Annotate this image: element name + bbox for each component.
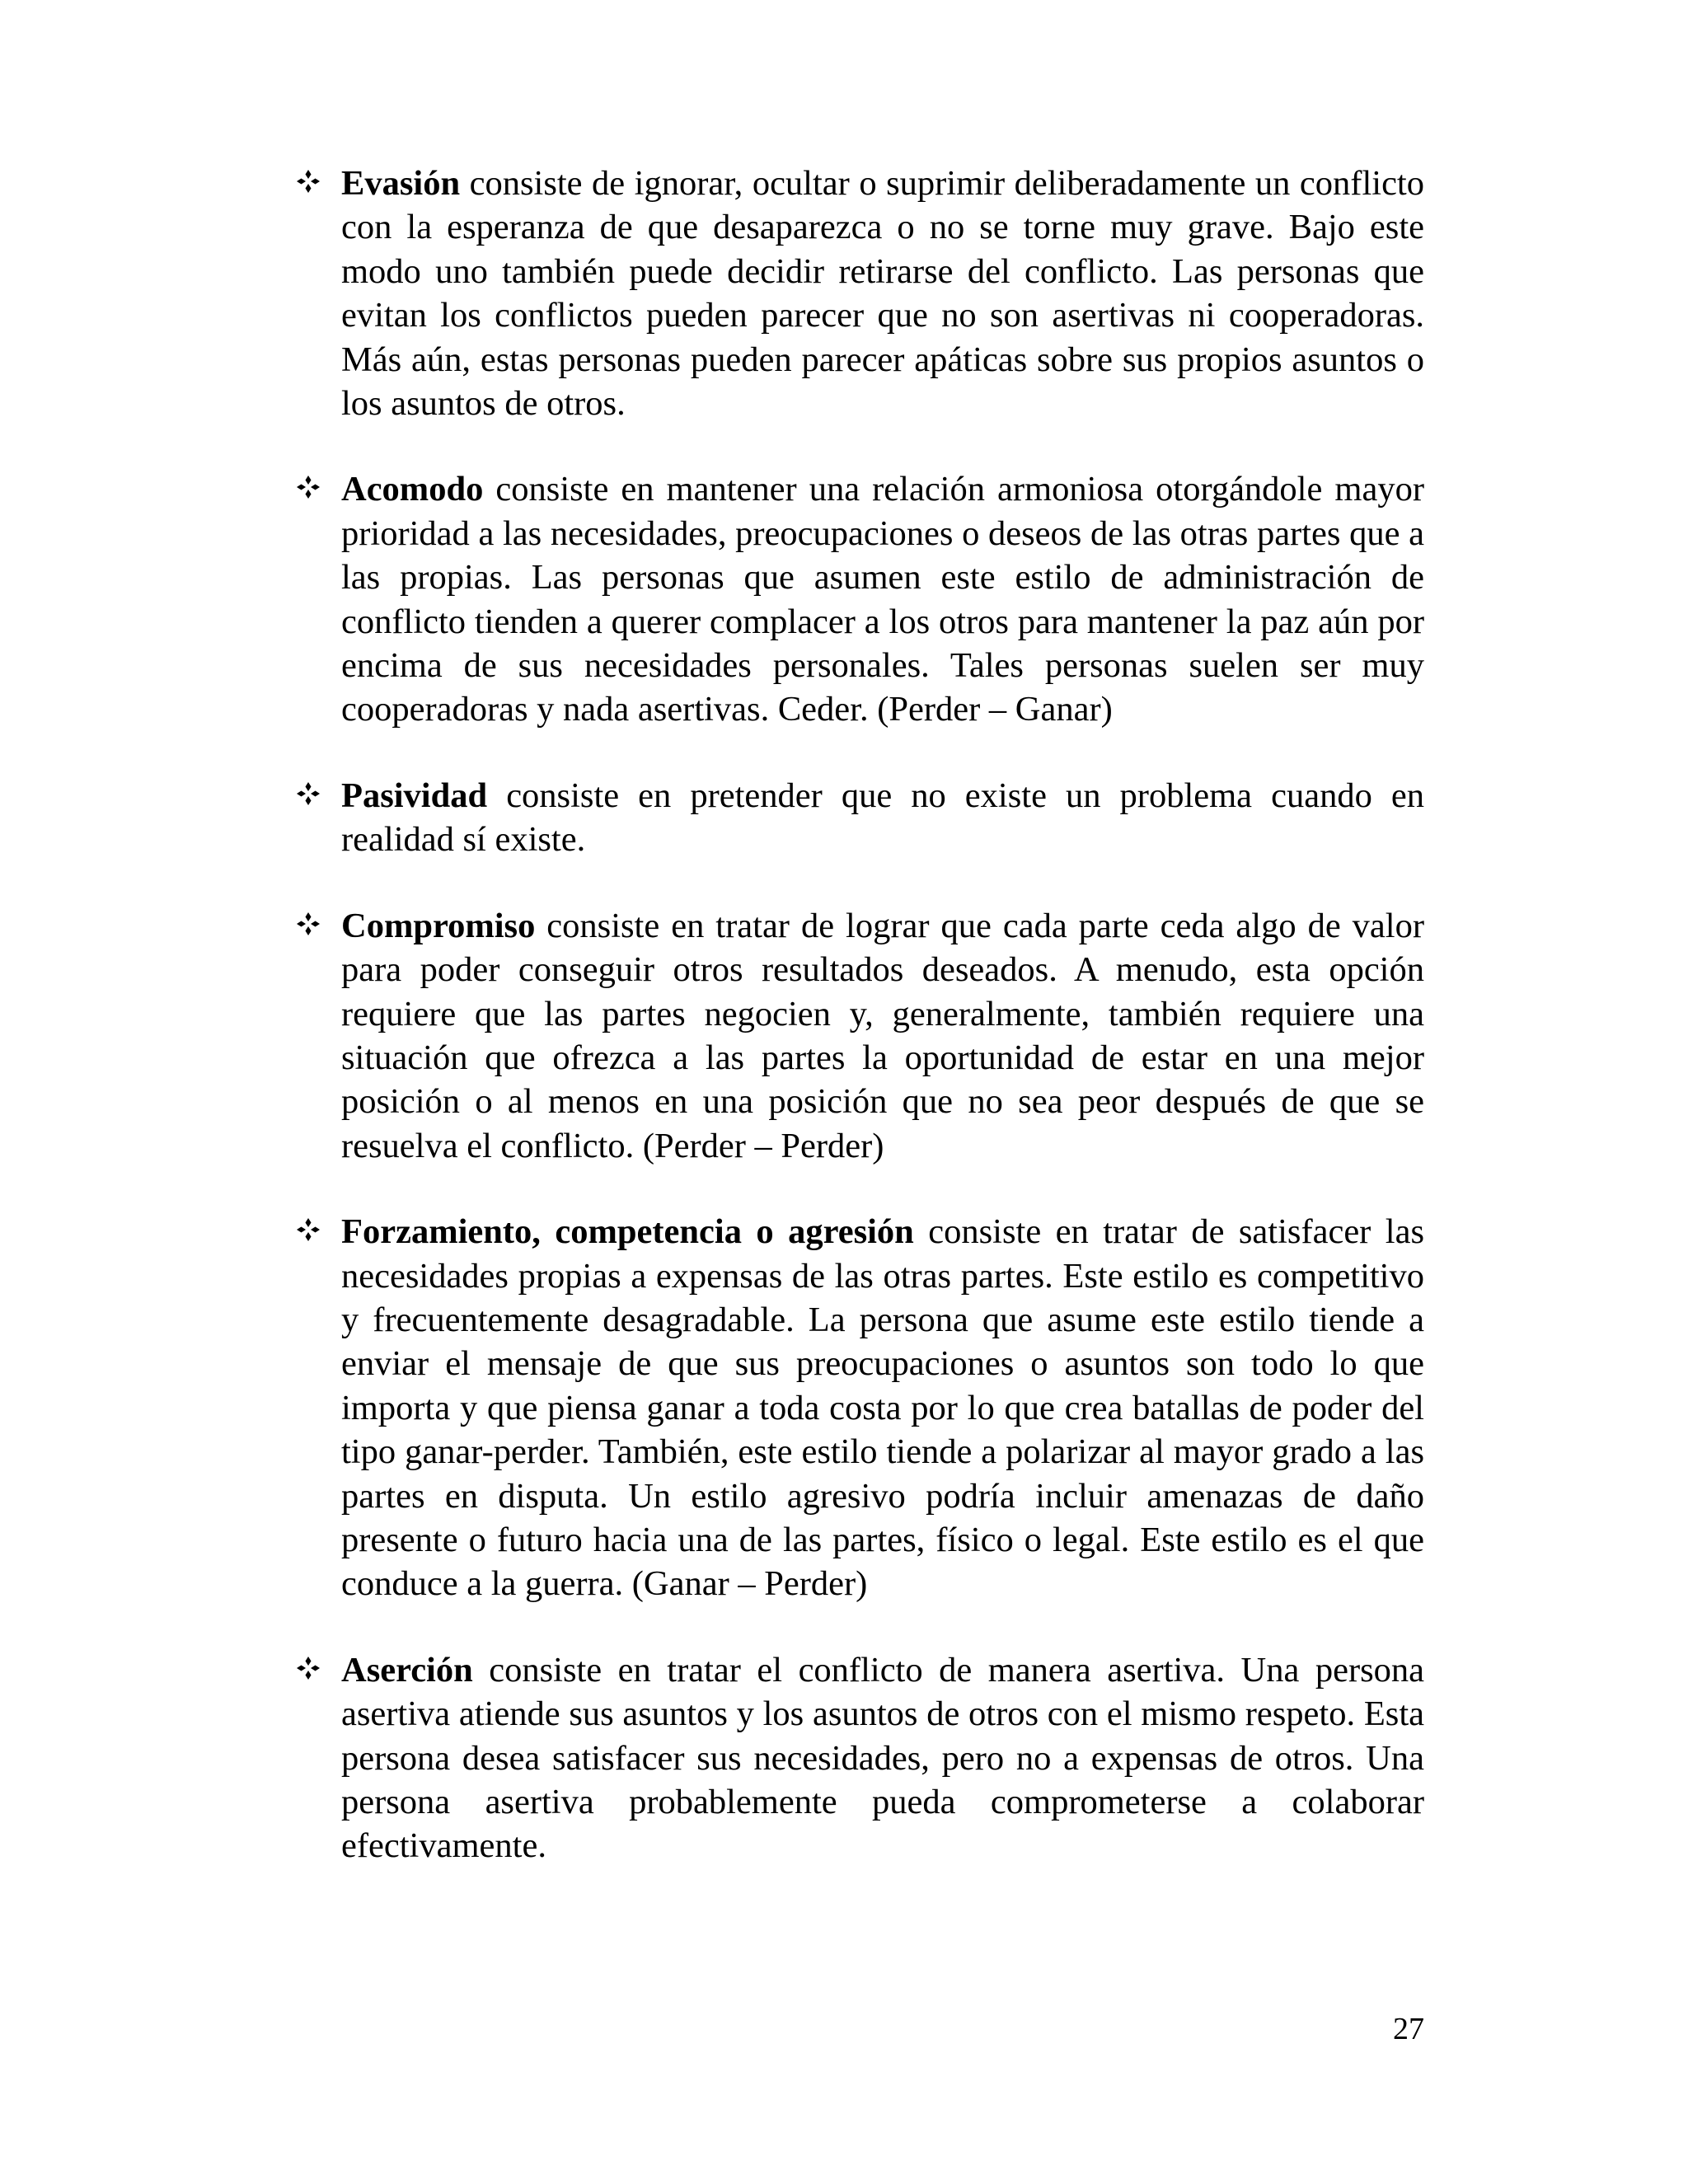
definition-text: consiste en tratar de lograr que cada parte ceda algo de valor para poder conseguir otros resultados deseados. A menudo, esta opción requiere que las partes negocien y, generalmente, también requiere una situación que ofrezca a las partes la oportunidad de estar en una mejor posición o al menos en una posición que no sea peor después de que se resuelva el conflicto. (Perder – Perder) <box>341 906 1424 1165</box>
diamond-bullet-icon <box>297 1657 320 1680</box>
definition-text: consiste en mantener una relación armoniosa otorgándole mayor prioridad a las necesidades, preocupaciones o deseos de las otras partes que a las propias. Las personas que asumen este estilo de administración de conflicto tienden a querer complacer a los otros para mantener la paz aún por encima de sus necesidades personales. Tales personas suelen ser muy cooperadoras y nada asertivas. Ceder. (Perder – Ganar) <box>341 470 1424 729</box>
list-item <box>297 1210 1424 1606</box>
conflict-styles-list <box>297 162 1424 1910</box>
definition-text: consiste en tratar de satisfacer las necesidades propias a expensas de las otras partes. Este estilo es competitivo y frecuentemente desagradable. La persona que asume este estilo tiende a enviar el mensaje de que sus preocupaciones o asuntos son todo lo que importa y que piensa ganar a toda costa por lo que crea batallas de poder del tipo ganar-perder. También, este estilo tiende a polarizar al mayor grado a las partes en disputa. Un estilo agresivo podría incluir amenazas de daño presente o futuro hacia una de las partes, físico o legal. Este estilo es el que conduce a la guerra. (Ganar – Perder) <box>341 1212 1424 1604</box>
diamond-bullet-icon <box>297 1218 320 1241</box>
term-label: Acomodo <box>341 470 484 509</box>
diamond-bullet-icon <box>297 782 320 805</box>
term-label: Evasión <box>341 164 461 203</box>
definition-text: consiste en pretender que no existe un problema cuando en realidad sí existe. <box>341 776 1424 860</box>
definition-text: consiste de ignorar, ocultar o suprimir deliberadamente un conflicto con la esperanza de que desaparezca o no se torne muy grave. Bajo este modo uno también puede decidir retirarse del conflicto. Las personas que evitan los conflictos pueden parecer que no son asertivas ni cooperadoras. Más aún, estas personas pueden parecer apáticas sobre sus propios asuntos o los asuntos de otros. <box>341 164 1424 424</box>
diamond-bullet-icon <box>297 912 320 935</box>
list-item <box>297 1648 1424 1868</box>
list-item <box>297 904 1424 1168</box>
term-label: Aserción <box>341 1650 473 1690</box>
list-item <box>297 467 1424 731</box>
page-number: 27 <box>1393 2012 1424 2046</box>
list-item <box>297 162 1424 425</box>
diamond-bullet-icon <box>297 476 320 499</box>
term-label: Compromiso <box>341 906 536 945</box>
list-item <box>297 774 1424 862</box>
term-label: Pasividad <box>341 776 488 815</box>
term-label: Forzamiento, competencia o agresión <box>341 1212 914 1252</box>
diamond-bullet-icon <box>297 170 320 193</box>
definition-text: consiste en tratar el conflicto de manera asertiva. Una persona asertiva atiende sus asuntos y los asuntos de otros con el mismo respeto. Esta persona desea satisfacer sus necesidades, pero no a expensas de otros. Una persona asertiva probablemente pueda comprometerse a colaborar efectivamente. <box>341 1650 1424 1866</box>
